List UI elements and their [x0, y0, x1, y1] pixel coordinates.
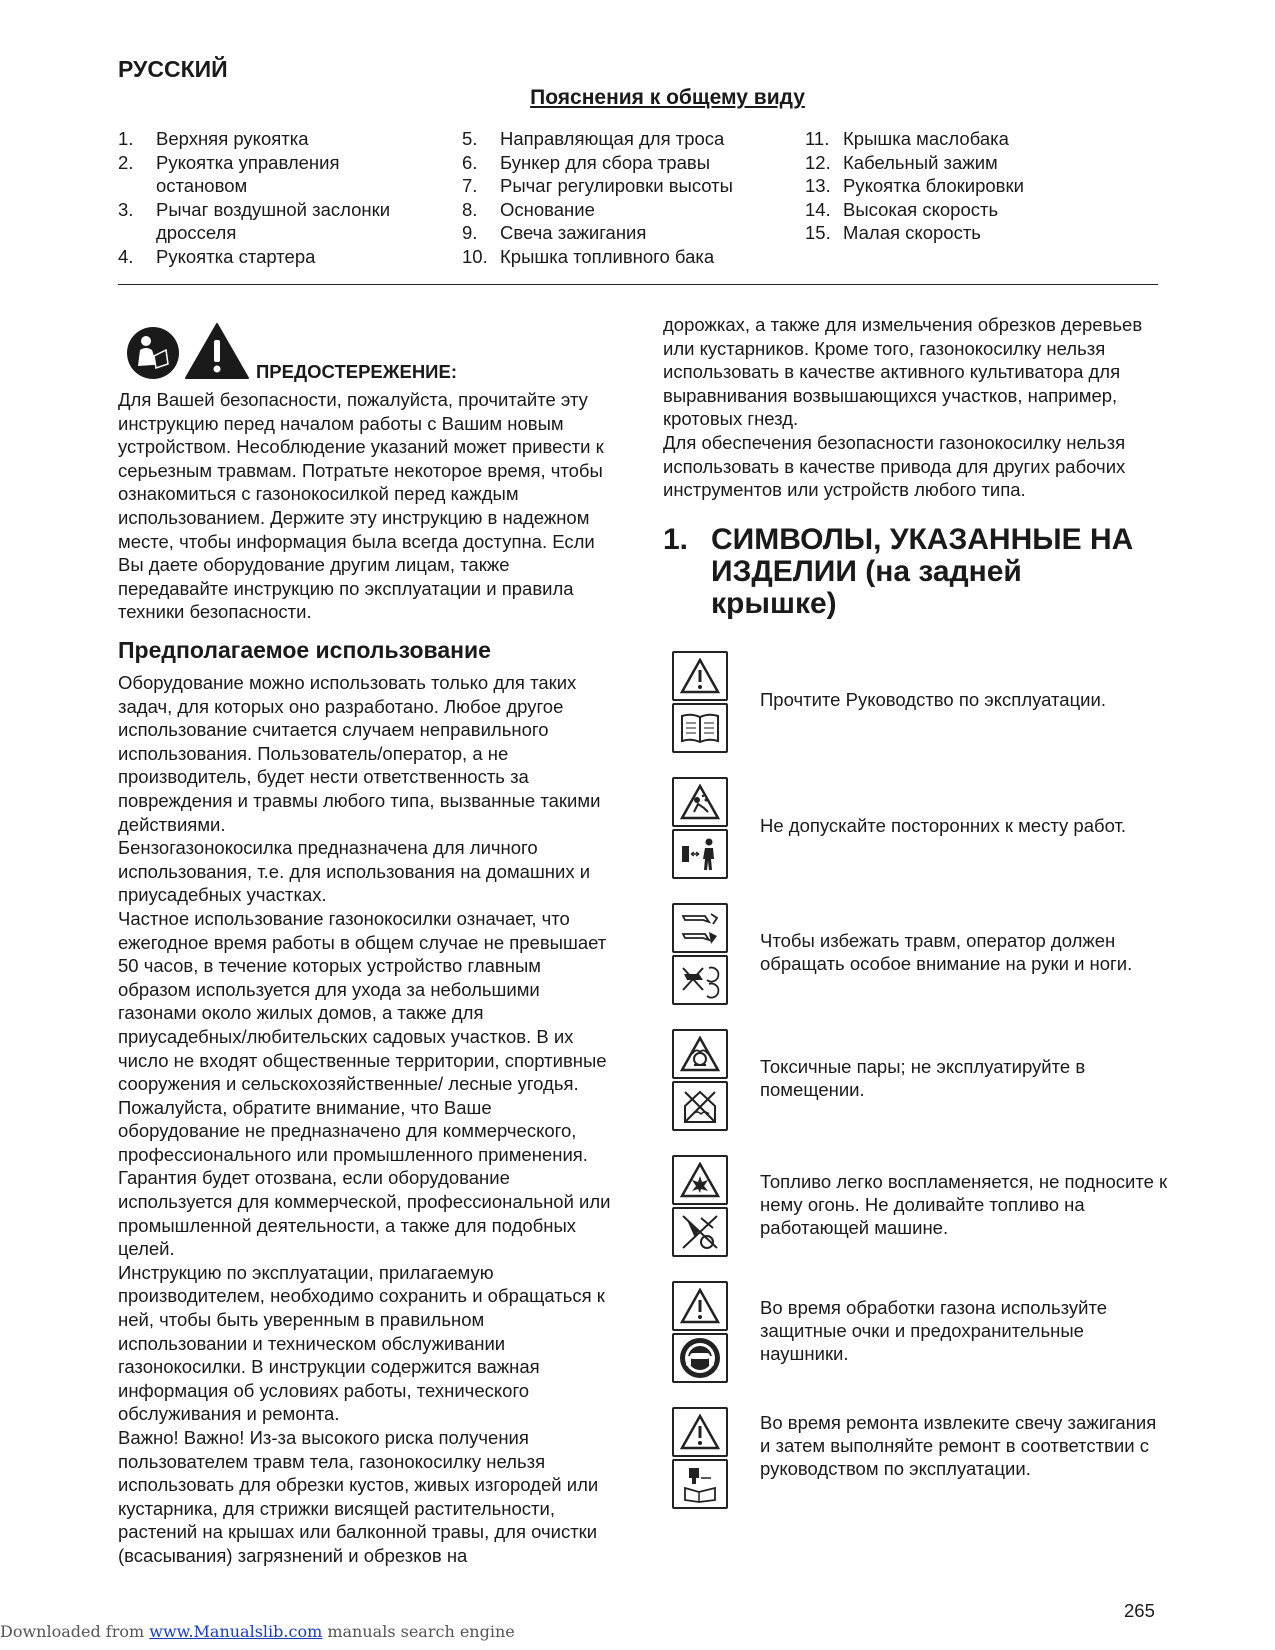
paragraph: Оборудование можно использовать только для таких задач, для которых оно разработано. Любое другое использование считается случаем неправильного использования. Пользователь/оператор, а не производитель, будет нести ответственность за повреждения и травмы любого типа, вызванные такими действиями. [118, 672, 601, 835]
legend-column-2 [462, 127, 792, 268]
symbol-row [672, 1029, 1172, 1139]
legend-item: 1. Верхняя рукоятка [118, 128, 309, 149]
thrown-objects-icon [672, 777, 728, 827]
spark-plug-manual-icon [672, 1459, 728, 1509]
legend-item: 4. Рукоятка стартера [118, 245, 316, 267]
manualslib-link[interactable]: www.Manualslib.com [149, 1622, 323, 1641]
symbol-description: Прочтите Руководство по эксплуатации. [760, 689, 1106, 710]
paragraph: Важно! Важно! Из-за высокого риска получения пользователем травм тела, газонокосилку нельзя использовать для обрезки кустов, живых изгородей или кустарника, для стрижки висящей растительности, растений на крышах или балконной травы, для очистки (всасывания) загрязнений и обрезков на [118, 1427, 599, 1566]
page-number: 265 [1124, 1600, 1155, 1621]
symbol-row [672, 777, 1172, 887]
warning-label: ПРЕДОСТЕРЕЖЕНИЕ: [256, 361, 457, 382]
warning-triangle-icon [672, 1407, 728, 1457]
warning-triangle-icon [672, 1281, 728, 1331]
warning-triangle-icon [672, 651, 728, 701]
symbol-row [672, 1281, 1172, 1391]
paragraph: Пожалуйста, обратите внимание, что Ваше оборудование не предназначено для коммерческого, профессионального или промышленного применения. Гарантия будет отозвана, если оборудование используется для коммерческой, профессиональной или промышленной деятельности, а также для подобных целей. [118, 1096, 611, 1260]
keep-distance-icon [672, 829, 728, 879]
symbol-row [672, 1407, 1172, 1517]
legend-item: 7. Рычаг регулировки высоты [462, 175, 733, 196]
legend-item: 14. Высокая скорость [805, 198, 999, 220]
no-indoor-icon [672, 1081, 728, 1131]
paragraph: Инструкцию по эксплуатации, прилагаемую производителем, необходимо сохранить и обращаться к ней, чтобы быть уверенным в правильном использовании и техническом обслуживании газонокосилки. В инструкции содержится важная информация об условиях работы, технического обслуживания и ремонта. [118, 1261, 605, 1425]
section-number: 1. [663, 523, 689, 556]
footer [0, 1622, 515, 1641]
intended-use-heading: Предполагаемое использование [118, 637, 491, 663]
symbol-description: Топливо легко воспламеняется, не подносите к нему огонь. Не доливайте топливо на работающей машине. [760, 1171, 1168, 1238]
paragraph: дорожках, а также для измельчения обрезков деревьев или кустарников. Кроме того, газонокосилку нельзя использовать в качестве активного культиватора для выравнивания возвышающихся участков, например, кротовых гнезд. [663, 314, 1143, 430]
horizontal-divider [118, 284, 1158, 285]
no-hands-icon [672, 955, 728, 1005]
paragraph: Для обеспечения безопасности газонокосилку нельзя использовать в качестве привода для других рабочих инструментов или устройств любого типа. [663, 431, 1126, 501]
symbol-description: Во время обработки газона используйте защитные очки и предохранительные наушники. [760, 1297, 1107, 1364]
legend-title: Пояснения к общему виду [530, 86, 805, 109]
legend-item: 9. Свеча зажигания [462, 222, 647, 243]
legend-item: 6. Бункер для сбора травы [462, 151, 710, 173]
intended-use-block [118, 671, 616, 1568]
hand-foot-blade-icon [672, 903, 728, 953]
warning-header [118, 320, 618, 388]
toxic-fumes-icon [672, 1029, 728, 1079]
legend-item: 15. Малая скорость [805, 222, 981, 243]
footer-prefix: Downloaded from [0, 1622, 150, 1641]
legend-item: 8. Основание [462, 198, 595, 220]
legend-column-1 [118, 127, 418, 268]
no-fire-icon [672, 1207, 728, 1257]
symbol-row [672, 1155, 1172, 1265]
symbol-description: Токсичные пары; не эксплуатируйте в помещении. [760, 1056, 1086, 1100]
read-manual-icon [126, 326, 180, 380]
symbol-row [672, 903, 1172, 1013]
legend-item: 2. Рукоятка управления остановом [118, 151, 340, 196]
language-heading: РУССКИЙ [118, 56, 228, 82]
warning-triangle-icon [184, 322, 250, 380]
symbol-description: Не допускайте посторонних к месту работ. [760, 815, 1127, 836]
legend-column-3 [805, 127, 1135, 245]
legend-item: 10. Крышка топливного бака [462, 245, 715, 267]
warning-text-block [118, 388, 616, 624]
manual-book-icon [672, 703, 728, 753]
paragraph: Бензогазонокосилка предназначена для личного использования, т.е. для использования на домашних и приусадебных участках. [118, 837, 591, 906]
legend-item: 3. Рычаг воздушной заслонки дросселя [118, 198, 391, 243]
legend-item: 11. Крышка маслобака [805, 128, 1009, 149]
legend-item: 13. Рукоятка блокировки [805, 175, 1024, 196]
paragraph: Частное использование газонокосилки означает, что ежегодное время работы в общем случае не превышает 50 часов, в течение которых устройство главным образом используется для ухода за небольшими газонами около жилых домов, а также для приусадебных/любительских садовых участков. В их число не входят общественные территории, спортивные сооружения и сельскохозяйственные/ лесные угодья. [118, 907, 607, 1095]
legend-item: 12. Кабельный зажим [805, 151, 998, 173]
symbol-description: Во время ремонта извлеките свечу зажигания и затем выполняйте ремонт в соответствии с руководством по эксплуатации. [760, 1412, 1157, 1479]
right-column-text [663, 313, 1163, 502]
legend-item: 5. Направляющая для троса [462, 128, 725, 149]
section-1-heading: 1. СИМВОЛЫ, УКАЗАННЫЕ НА ИЗДЕЛИИ (на задней крышке) [663, 523, 1134, 620]
ear-eye-protection-icon [672, 1333, 728, 1383]
flammable-icon [672, 1155, 728, 1205]
symbol-description: Чтобы избежать травм, оператор должен обращать особое внимание на руки и ноги. [760, 930, 1133, 974]
footer-suffix: manuals search engine [322, 1622, 515, 1641]
symbol-row [672, 651, 1172, 761]
warning-text: Для Вашей безопасности, пожалуйста, прочитайте эту инструкцию перед началом работы с Вашим новым устройством. Несоблюдение указаний может привести к серьезным травмам. Потратьте некоторое время, чтобы ознакомиться с газонокосилкой перед каждым использованием. Держите эту инструкцию в надежном месте, чтобы информация была всегда доступна. Если Вы даете оборудование другим лицам, также передавайте инструкцию по эксплуатации и правила техники безопасности. [118, 389, 604, 623]
